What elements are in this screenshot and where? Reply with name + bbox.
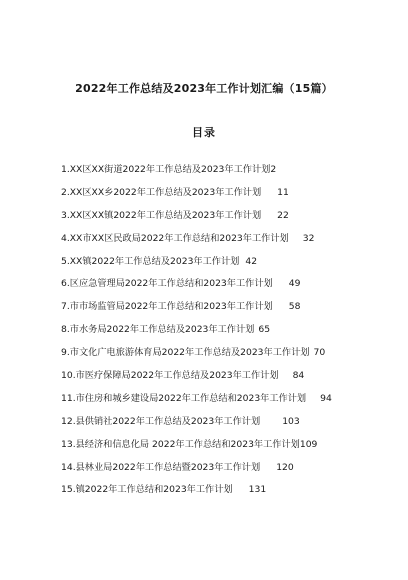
toc-entry-page: 11 (277, 186, 289, 198)
toc-entry-page: 49 (288, 278, 301, 290)
toc-entry[interactable] (61, 369, 401, 392)
toc-entry[interactable] (61, 483, 401, 506)
toc-entry[interactable] (61, 323, 401, 346)
toc-entry-page: 22 (277, 209, 289, 221)
toc-entry-title: 12.县供销社2022年工作总结及2023年工作计划 (61, 415, 261, 427)
toc-entry-title: 3.XX区XX镇2022年工作总结及2023年工作计划 (61, 209, 262, 221)
table-of-contents (61, 163, 401, 506)
toc-entry-title: 2.XX区XX乡2022年工作总结及2023年工作计划 (61, 186, 262, 198)
toc-entry-page: 103 (282, 415, 300, 427)
toc-entry-page: 2 (270, 164, 277, 175)
toc-entry-page: 120 (276, 461, 294, 473)
toc-entry-title: 6.区应急管理局2022年工作总结和2023年工作计划 (61, 278, 273, 290)
toc-entry[interactable] (61, 277, 401, 300)
toc-entry-page: 65 (258, 324, 271, 336)
toc-entry-title: 9.市文化广电旅游体育局2022年工作总结及2023年工作计划 (61, 347, 310, 359)
toc-entry[interactable] (61, 232, 401, 255)
toc-entry-title: 5.XX镇2022年工作总结及2023年工作计划 (61, 255, 240, 267)
toc-entry-title: 13.县经济和信息化局 2022年工作总结和2023年工作计划 (61, 438, 300, 450)
toc-entry-page: 42 (245, 255, 258, 267)
toc-entry-page: 109 (299, 438, 318, 450)
toc-entry[interactable] (61, 415, 401, 438)
toc-entry-title: 14.县林业局2022年工作总结暨2023年工作计划 (61, 461, 261, 473)
toc-entry-page: 131 (248, 484, 267, 496)
toc-entry-page: 84 (292, 370, 305, 382)
toc-entry-title: 1.XX区XX街道2022年工作总结及2023年工作计划 (61, 164, 271, 175)
toc-entry[interactable] (61, 209, 401, 232)
toc-heading: 目录 (192, 126, 216, 139)
document-title: 2022年工作总结及2023年工作计划汇编（15篇） (75, 82, 333, 95)
toc-entry-title: 11.市住房和城乡建设局2022年工作总结和2023年工作计划 (61, 392, 307, 404)
toc-entry[interactable] (61, 163, 401, 186)
toc-entry[interactable] (61, 392, 401, 415)
toc-entry-title: 7.市市场监管局2022年工作总结和2023年工作计划 (61, 301, 273, 313)
toc-entry-title: 10.市医疗保障局2022年工作总结及2023年工作计划 (61, 370, 279, 382)
toc-entry-page: 32 (302, 232, 315, 244)
toc-entry-page: 70 (313, 347, 326, 359)
toc-entry[interactable] (61, 255, 401, 278)
toc-entry[interactable] (61, 438, 401, 461)
toc-entry-title: 4.XX市XX区民政局2022年工作总结和2023年工作计划 (61, 232, 289, 244)
toc-entry-title: 15.镇2022年工作总结和2023年工作计划 (61, 484, 233, 496)
toc-entry[interactable] (61, 346, 401, 369)
toc-entry[interactable] (61, 461, 401, 484)
toc-entry-title: 8.市水务局2022年工作总结及2023年工作计划 (61, 324, 255, 336)
toc-entry-page: 94 (320, 392, 332, 404)
toc-entry-page: 58 (288, 301, 301, 313)
toc-entry[interactable] (61, 186, 401, 209)
toc-entry[interactable] (61, 300, 401, 323)
